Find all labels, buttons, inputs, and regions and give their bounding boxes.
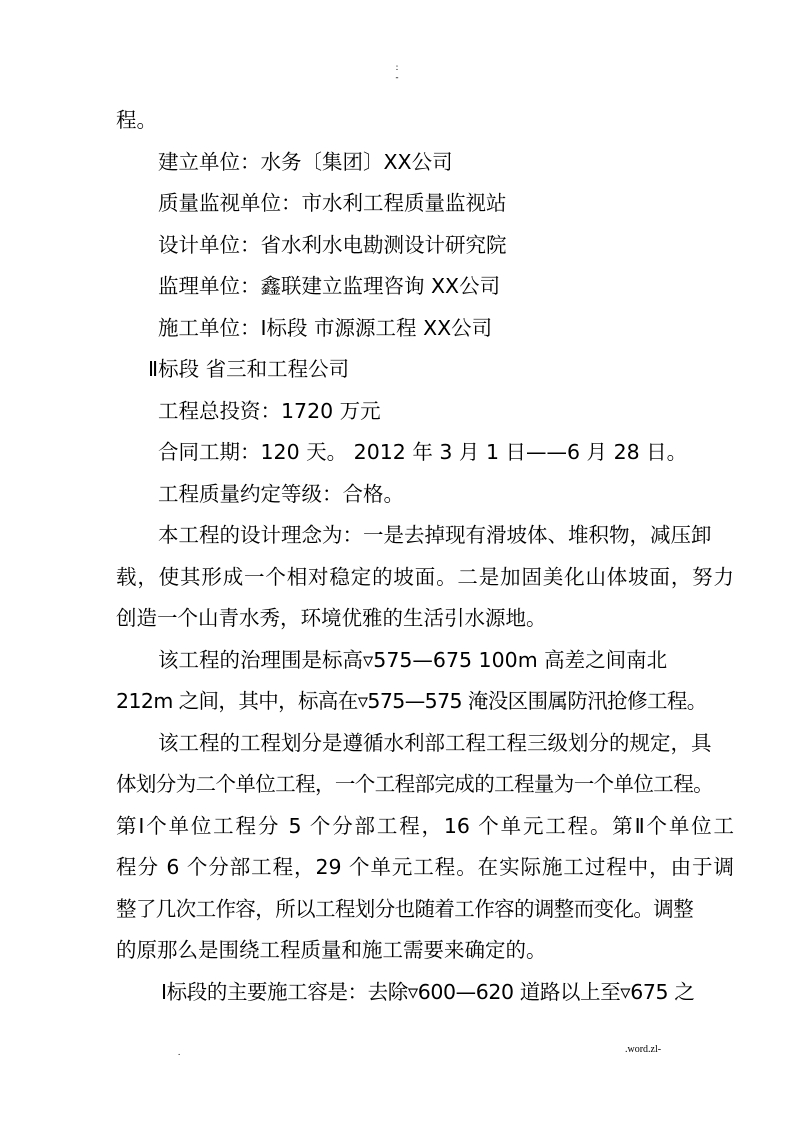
paragraph-line: 程分 6 个分部工程，29 个单元工程。在实际施工过程中，由于调	[116, 855, 734, 879]
paragraph-line: 的原那么是围绕工程质量和施工需要来确定的。	[116, 938, 547, 962]
text-line: 合同工期：120 天。 2012 年 3 月 1 日——6 月 28 日。	[158, 440, 688, 464]
paragraph-line: 该工程的治理围是标高▿575—675 100m 高差之间南北	[158, 647, 668, 672]
paragraph-line: 该工程的工程划分是遵循水利部工程工程三级划分的规定，具	[158, 730, 712, 755]
text-line: 监理单位：鑫联建立监理咨询 XX公司	[158, 274, 501, 298]
footer-left-mark: .	[178, 1047, 181, 1057]
paragraph-line: 整了几次工作容，所以工程划分也随着工作容的调整而变化。调整	[116, 896, 694, 921]
paragraph-line: 载，使其形成一个相对稳定的坡面。二是加固美化山体坡面，努力	[116, 564, 734, 589]
text-line: 施工单位：Ⅰ标段 市源源工程 XX公司	[158, 315, 493, 340]
paragraph-line: 体划分为二个单位工程，一个工程部完成的工程量为一个单位工程。	[116, 772, 713, 796]
page-header-mark: : -	[395, 62, 399, 82]
text-line: 工程总投资：1720 万元	[158, 398, 381, 423]
paragraph-line: 212m 之间，其中，标高在▿575—575 淹没区围属防汛抢修工程。	[116, 689, 707, 713]
text-line: 质量监视单位：市水利工程质量监视站	[158, 191, 507, 215]
footer-source: .word.zl-	[625, 1044, 662, 1055]
paragraph-line: 第Ⅰ个单位工程分 5 个分部工程，16 个单元工程。第Ⅱ个单位工	[116, 813, 734, 838]
paragraph-line: 本工程的设计理念为：一是去掉现有滑坡体、堆积物，减压卸	[158, 523, 712, 547]
text-line: 工程质量约定等级：合格。	[158, 481, 404, 506]
text-line: 设计单位：省水利水电勘测设计研究院	[158, 232, 507, 257]
paragraph-line: 创造一个山青水秀，环境优雅的生活引水源地。	[116, 606, 547, 630]
document-body	[116, 100, 734, 1013]
text-line: 建立单位：水务〔集团〕XX公司	[158, 149, 453, 174]
text-line: 程。	[116, 108, 157, 132]
paragraph-line: Ⅰ标段的主要施工容是：去除▿600—620 道路以上至▿675 之	[161, 979, 695, 1004]
text-line: Ⅱ标段 省三和工程公司	[148, 357, 350, 381]
